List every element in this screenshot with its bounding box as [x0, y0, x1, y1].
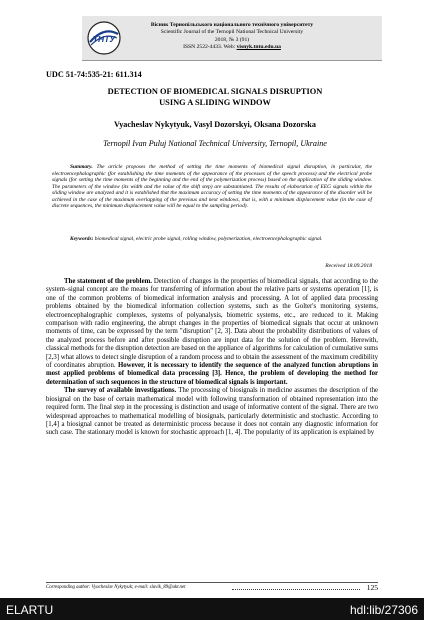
- journal-name-en: Scientific Journal of the Ternopil National Technical University: [160, 29, 304, 36]
- keywords-text: biomedical signal, electric probe signal, rolling window, polymerization, electroencephalographic signal.: [94, 236, 323, 242]
- main-text: [46, 278, 378, 438]
- paragraph-problem-statement: [46, 278, 378, 387]
- paper-title: DETECTION OF BIOMEDICAL SIGNALS DISRUPTION USING A SLIDING WINDOW: [107, 87, 323, 107]
- journal-name-ua: Вісник Тернопільського національного технічного університету: [150, 22, 314, 28]
- paper-affiliation: Ternopil Ivan Puluj National Technical University, Ternopil, Ukraine: [103, 139, 327, 148]
- abstract-text: The article proposes the method of setting the time moments of biomedical signal disruption, in particular, the electroencephalographic (for establishing the time moments of the appearance of the processes of the speech process) and the electrical probe signals (for setting the time moments of the beginning and the end of the polymerization process) based on the application of the sliding window. The parameters of the window (its width and the value of the shift step) are substantiated. The results of elaboration of EEG signals within the sliding window are analyzed and it is established that the maximum accuracy of setting the time moments of the appearance of the disorder will be achieved in the case of the maximum overlapping of the previous and next windows, that is, with a minimum displacement value (in the case of discrete sequences, the minimum displacement value will be equal to the sampling period).: [52, 164, 372, 209]
- issn-text: ISSN 2522-4433. Web:: [183, 43, 236, 50]
- abstract-label: Summary.: [70, 164, 93, 170]
- section-heading-survey: The survey of available investigations.: [64, 387, 177, 395]
- handle-id: hdl:lib/27306: [349, 603, 418, 617]
- paper-authors: Vyacheslav Nykytyuk, Vasyl Dozorskyi, Oksana Dozorska: [114, 120, 316, 129]
- footer-leader-dots: [232, 589, 360, 590]
- corresponding-author: Corresponding author: Vyacheslav Nykytyuk; e-mail: slavik_89@ukr.net: [46, 585, 186, 590]
- keywords-label: Keywords:: [70, 236, 94, 242]
- journal-issn: [82, 44, 382, 51]
- repository-bar: [0, 598, 424, 620]
- page-footer: [46, 582, 378, 595]
- section-heading-problem: The statement of the problem.: [64, 278, 152, 285]
- abstract: [52, 164, 372, 210]
- journal-site-link[interactable]: visnyk.tntu.edu.ua: [236, 43, 281, 50]
- keywords: [52, 236, 372, 243]
- page-number: 125: [366, 583, 378, 592]
- paragraph-text: The processing of biosignals in medicine assumes the description of the biosignal on the base of certain mathematical model with following transformation of obtained representation into the required form. The final step in the processing is distinction and usage of informative content of the signal. There are two widespread approaches to mathematical modelling of biosignals, particularly deterministic and stochastic. According to [1,4] a biosignal cannot be treated as deterministic process because it does not contain any diagnostic information for such case. The stationary model is known for stochastic approach [1, 4]. The popularity of its application is explained by: [46, 387, 378, 437]
- udc-code: UDC 51-74:535-21: 611.314: [46, 70, 142, 79]
- received-date: Received 18.09.2018: [325, 263, 372, 269]
- journal-issue: 2018, № 3 (91): [214, 36, 250, 43]
- paragraph-text: Detection of changes in the properties of biomedical signals, that according to the system–signal concept are the means for transferring of information about the relative parts or systems operation [1], is one of the common problems of biomedical information analysis and processing. A lot of applied data processing problems obtained by the biomedical information collection systems, such as the Golter's monitoring systems, electroencephalographic complexes, systems of polyanalysis, biometric systems, etc., are reduced to it. Making comparison with radio engineering, the abrupt changes in the properties of biomedical signals that occur at unknown moments of time, can be expressed by the term "disruption" [2, 3]. Data about the probability distributions of values of the analyzed process before and after possible disruption are input data for the solution of the problem. Herewith, classical methods for the disruption detection are based on the appliance of algorithms for calculation of cumulative sums [2,3] what allows to detect single disruption of a random process and to obtain the assessment of the maximum credibility of coordinates abruption.: [46, 278, 378, 370]
- paragraph-survey: [46, 387, 378, 437]
- logo-text: ТНТУ: [92, 34, 116, 44]
- journal-header: [82, 16, 382, 61]
- university-logo: [86, 20, 122, 56]
- paragraph-emphasis: However, it is necessary to identify the sequence of the analyzed function abruptions in most applied problems of biomedical data processing [3]. Hence, the problem of developing the method for determination of such sequences in the structure of biomedical signals is important.: [46, 362, 378, 386]
- repository-name: ELARTU: [6, 603, 54, 617]
